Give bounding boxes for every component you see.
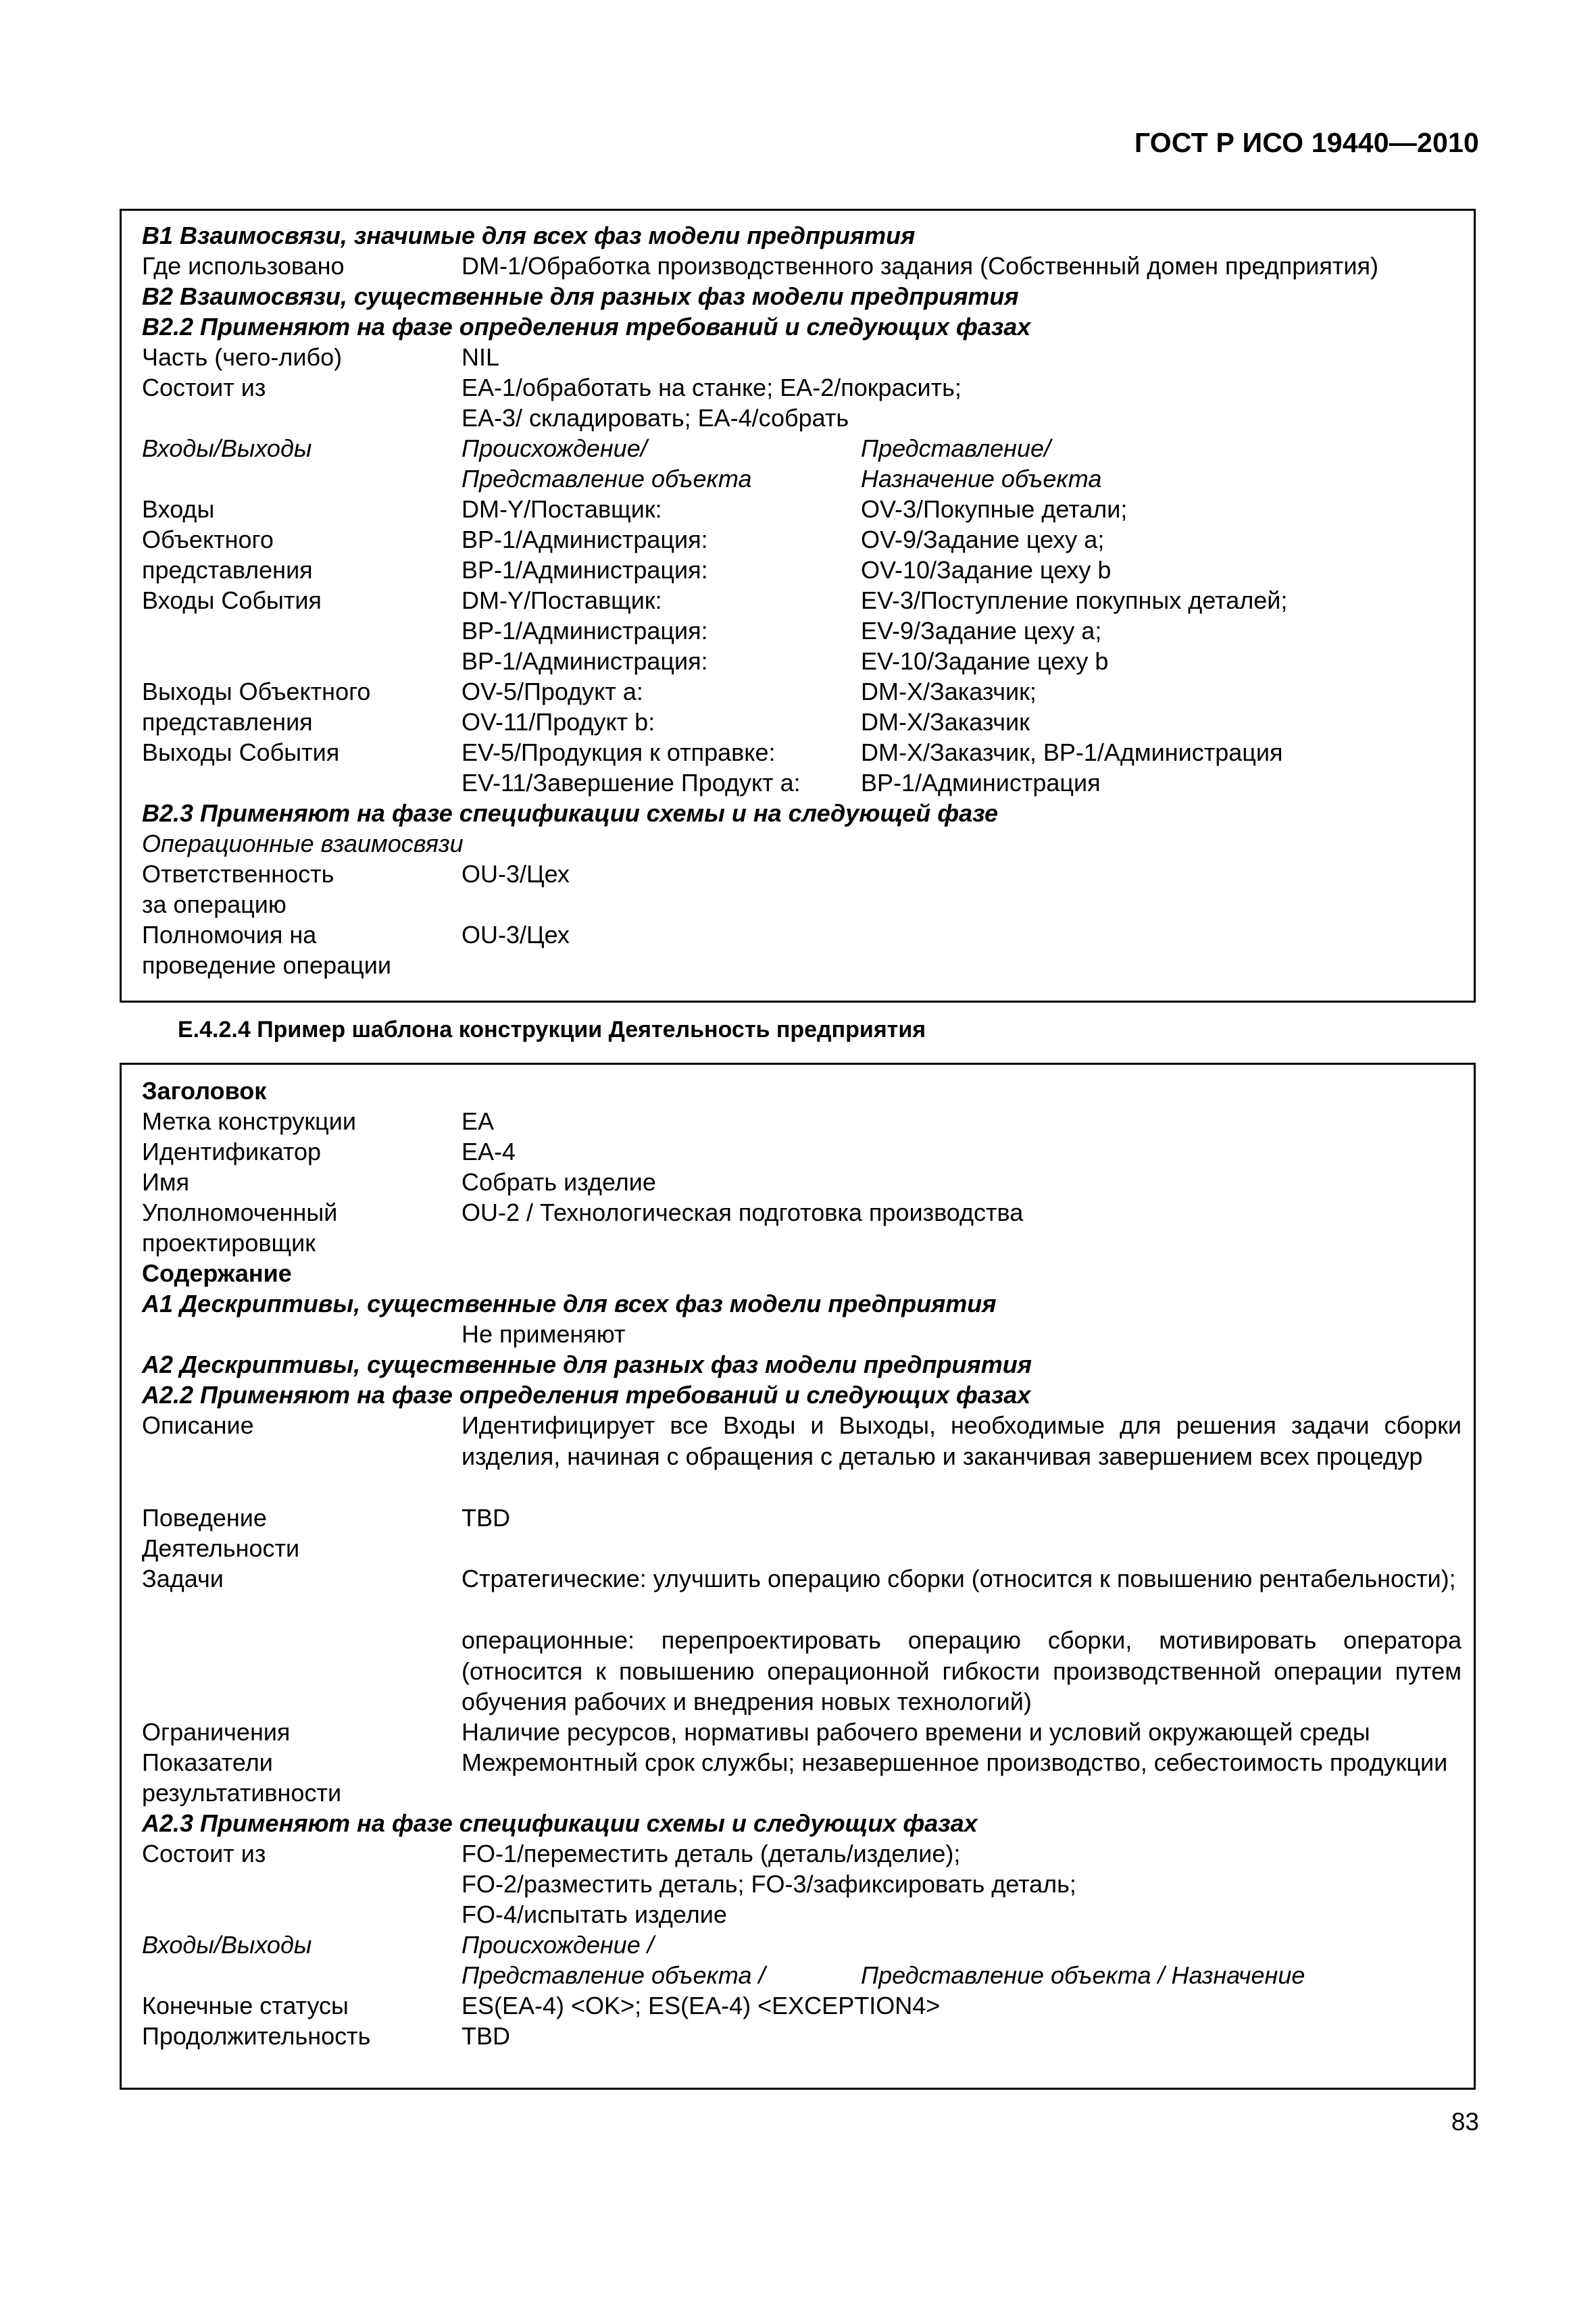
io-label: Входы/Выходы	[142, 1931, 312, 1959]
where-used-value: DM-1/Обработка производственного задания (Собственный домен предприятия)	[462, 252, 1378, 280]
event-inputs-origin: BP-1/Администрация:	[462, 647, 708, 675]
constraints-value: Наличие ресурсов, нормативы рабочего времени и условий окружающей среды	[462, 1718, 1370, 1746]
tasks-value-strategic: Стратегические: улучшить операцию сборки (относится к повышению рентабельности);	[462, 1565, 1456, 1592]
obj-inputs-dest: OV-10/Задание цеху b	[861, 556, 1112, 584]
event-outputs-label: Выходы События	[142, 738, 340, 766]
name-value: Собрать изделие	[462, 1168, 656, 1196]
consists-line2: EA-3/ складировать; EA-4/собрать	[462, 404, 849, 432]
final-status-label: Конечные статусы	[142, 1992, 349, 2019]
event-outputs-origin: EV-5/Продукция к отправке:	[462, 738, 776, 766]
kpi-label: результативности	[142, 1779, 342, 1807]
construct-value: EA	[462, 1107, 495, 1135]
designer-label: Уполномоченный	[142, 1199, 338, 1226]
a22-heading: A2.2 Применяют на фазе определения требований и следующих фазах	[142, 1381, 1031, 1409]
io-label: Входы/Выходы	[142, 434, 312, 462]
designer-label: проектировщик	[142, 1229, 316, 1257]
construct-label: Метка конструкции	[142, 1107, 357, 1135]
content-heading: Содержание	[142, 1259, 292, 1287]
section-caption: E.4.2.4 Пример шаблона конструкции Деятельность предприятия	[178, 1017, 926, 1042]
b22-heading: B2.2 Применяют на фазе определения требований и следующих фазах	[142, 313, 1031, 341]
final-status-value: ES(EA-4) <OK>; ES(EA-4) <EXCEPTION4>	[462, 1992, 941, 2019]
kpi-label: Показатели	[142, 1749, 273, 1776]
event-outputs-dest: BP-1/Администрация	[861, 769, 1101, 797]
consists-line1: EA-1/обработать на станке; EA-2/покрасить;	[462, 374, 962, 401]
consists-label: Состоит из	[142, 1840, 266, 1867]
a2-heading: A2 Дескриптивы, существенные для разных фаз модели предприятия	[142, 1351, 1032, 1378]
obj-inputs-label: Объектного	[142, 526, 274, 553]
obj-outputs-label: Выходы Объектного	[142, 678, 371, 705]
part-of-label: Часть (чего-либо)	[142, 343, 343, 371]
obj-outputs-label: представления	[142, 708, 313, 736]
operational-relationships: Операционные взаимосвязи	[142, 830, 464, 857]
consists-line: FO-1/переместить деталь (деталь/изделие);	[462, 1840, 961, 1867]
authority-label: проведение операции	[142, 951, 391, 979]
obj-inputs-label: Входы	[142, 495, 215, 523]
io-origin: Происхождение /	[462, 1931, 654, 1959]
where-used-label: Где использовано	[142, 252, 345, 280]
obj-inputs-dest: OV-3/Покупные детали;	[861, 495, 1128, 523]
behavior-value: TBD	[462, 1504, 510, 1532]
obj-inputs-origin: DM-Y/Поставщик:	[462, 495, 662, 523]
id-label: Идентификатор	[142, 1138, 322, 1165]
duration-value: TBD	[462, 2022, 510, 2050]
authority-label: Полномочия на	[142, 921, 317, 949]
io-origin-header-2: Представление объекта	[462, 465, 752, 493]
obj-inputs-dest: OV-9/Задание цеху a;	[861, 526, 1105, 553]
kpi-value: Межремонтный срок службы; незавершенное производство, себестоимость продукции	[462, 1749, 1448, 1776]
designer-value: OU-2 / Технологическая подготовка производства	[462, 1199, 1024, 1226]
obj-outputs-origin: OV-5/Продукт a:	[462, 678, 643, 705]
event-inputs-dest: EV-3/Поступление покупных деталей;	[861, 586, 1288, 614]
description-value: Идентифицирует все Входы и Выходы, необходимые для решения задачи сборки изделия, начиная с обращения с деталью и заканчивая завершением всех процедур	[462, 1411, 1462, 1470]
obj-inputs-label: представления	[142, 556, 313, 584]
obj-outputs-dest: DM-X/Заказчик;	[861, 678, 1037, 705]
obj-outputs-dest: DM-X/Заказчик	[861, 708, 1030, 736]
responsibility-label: за операцию	[142, 890, 286, 918]
id-value: EA-4	[462, 1138, 516, 1165]
obj-inputs-origin: BP-1/Администрация:	[462, 526, 708, 553]
tasks-value-operational: операционные: перепроектировать операцию сборки, мотивировать оператора (относится к повышению операционной гибкости производственной операции путем обучения рабочих и внедрения новых технологий)	[462, 1626, 1462, 1715]
part-of-value: NIL	[462, 343, 500, 371]
behavior-label: Поведение	[142, 1504, 267, 1532]
io-origin-header: Происхождение/	[462, 434, 647, 462]
page-number: 83	[1451, 2108, 1479, 2136]
obj-inputs-origin: BP-1/Администрация:	[462, 556, 708, 584]
authority-value: OU-3/Цех	[462, 921, 570, 949]
event-inputs-origin: DM-Y/Поставщик:	[462, 586, 662, 614]
behavior-label: Деятельности	[142, 1534, 300, 1562]
event-inputs-dest: EV-9/Задание цеху a;	[861, 617, 1102, 645]
event-outputs-origin: EV-11/Завершение Продукт a:	[462, 769, 801, 797]
consists-line: FO-4/испытать изделие	[462, 1901, 727, 1928]
header-heading: Заголовок	[142, 1077, 267, 1105]
b1-heading: B1 Взаимосвязи, значимые для всех фаз модели предприятия	[142, 222, 916, 249]
event-outputs-dest: DM-X/Заказчик, BP-1/Администрация	[861, 738, 1283, 766]
b23-heading: B2.3 Применяют на фазе спецификации схемы и на следующей фазе	[142, 799, 999, 827]
responsibility-label: Ответственность	[142, 860, 334, 888]
tasks-label: Задачи	[142, 1565, 224, 1592]
event-inputs-label: Входы События	[142, 586, 322, 614]
io-origin-object: Представление объекта /	[462, 1961, 766, 1989]
event-inputs-origin: BP-1/Администрация:	[462, 617, 708, 645]
consists-label: Состоит из	[142, 374, 266, 401]
a1-heading: A1 Дескриптивы, существенные для всех фаз модели предприятия	[142, 1290, 997, 1317]
responsibility-value: OU-3/Цех	[462, 860, 570, 888]
constraints-label: Ограничения	[142, 1718, 291, 1746]
a23-heading: A2.3 Применяют на фазе спецификации схемы и следующих фазах	[142, 1809, 978, 1837]
io-dest-header: Представление/	[861, 434, 1051, 462]
a1-value: Не применяют	[462, 1320, 626, 1348]
description-label: Описание	[142, 1411, 254, 1439]
consists-line: FO-2/разместить деталь; FO-3/зафиксировать деталь;	[462, 1870, 1076, 1898]
duration-label: Продолжительность	[142, 2022, 371, 2050]
io-dest-object: Представление объекта / Назначение	[861, 1961, 1305, 1989]
name-label: Имя	[142, 1168, 190, 1196]
obj-outputs-origin: OV-11/Продукт b:	[462, 708, 655, 736]
b2-heading: B2 Взаимосвязи, существенные для разных фаз модели предприятия	[142, 282, 1019, 310]
io-dest-header-2: Назначение объекта	[861, 465, 1102, 493]
event-inputs-dest: EV-10/Задание цеху b	[861, 647, 1109, 675]
document-header: ГОСТ Р ИСО 19440—2010	[1134, 127, 1479, 158]
